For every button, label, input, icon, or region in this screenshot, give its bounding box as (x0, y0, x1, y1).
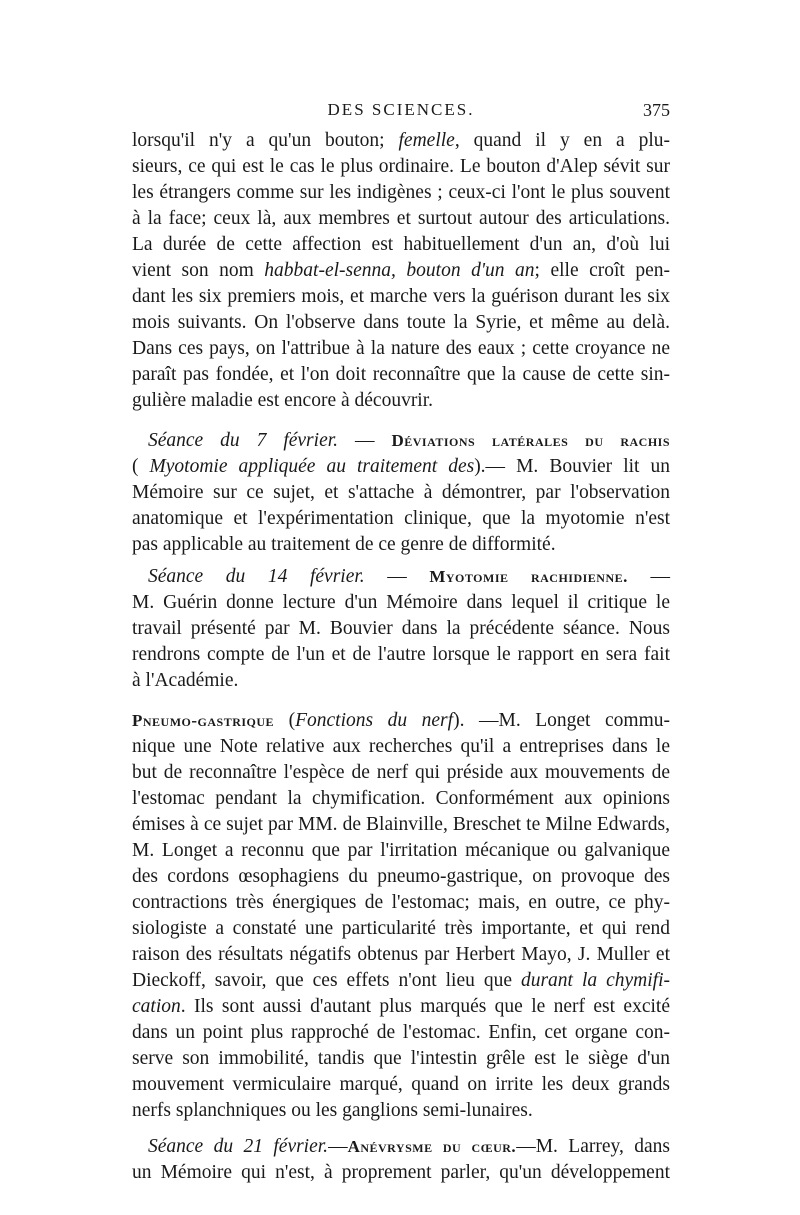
text-line: un Mémoire qui n'est, à proprement parler, qu'un développement (132, 1162, 670, 1183)
text-line: gulière maladie est encore à découvrir. (132, 390, 434, 411)
text-line: dans un point plus rapproché de l'estomac. Enfin, cet organe con- (132, 1022, 670, 1043)
page-number: 375 (643, 100, 670, 120)
text-line: pas applicable au traitement de ce genre de difformité. (132, 534, 556, 555)
paragraph-seance-7-fevrier (132, 428, 670, 558)
text-line: travail présenté par M. Bouvier dans la précédente séance. Nous (132, 618, 670, 639)
text-line: les étrangers comme sur les indigènes ; ceux-ci l'ont le plus souvent (132, 182, 670, 203)
text-line: Séance du 7 février. — Déviations latérales du rachis (148, 430, 670, 451)
text-line: rendrons compte de l'un et de l'autre lorsque le rapport en sera fait (132, 644, 670, 665)
paragraph-seance-14-fevrier (132, 564, 670, 694)
page-header (132, 98, 670, 124)
body-text (132, 128, 670, 1186)
text-line: vient son nom habbat-el-senna, bouton d'un an; elle croît pen- (132, 260, 671, 281)
running-title: DES SCIENCES. (327, 100, 475, 119)
text-line: lorsqu'il n'y a qu'un bouton; femelle, quand il y en a plu- (132, 130, 670, 151)
text-line: l'estomac pendant la chymification. Conformément aux opinions (132, 788, 670, 809)
text-line: sieurs, ce qui est le cas le plus ordinaire. Le bouton d'Alep sévit sur (132, 156, 670, 177)
text-line: M. Longet a reconnu que par l'irritation mécanique ou galvanique (132, 840, 670, 861)
text-line: Séance du 21 février.—Anévrysme du cœur.—M. Larrey, dans (148, 1136, 670, 1157)
text-line: mois suivants. On l'observe dans toute la Syrie, et même au delà. (132, 312, 670, 333)
text-line: à l'Académie. (132, 670, 239, 691)
text-line: anatomique et l'expérimentation clinique, que la myotomie n'est (132, 508, 670, 529)
text-line: Dans ces pays, on l'attribue à la nature des eaux ; cette croyance ne (132, 338, 670, 359)
text-line: mouvement vermiculaire marqué, quand on irrite les deux grands (132, 1074, 670, 1095)
text-line: Mémoire sur ce sujet, et s'attache à démontrer, par l'observation (132, 482, 670, 503)
text-line: Dieckoff, savoir, que ces effets n'ont lieu que durant la chymifi- (132, 970, 670, 991)
text-line: nerfs splanchniques ou les ganglions semi-lunaires. (132, 1100, 533, 1121)
text-line: M. Guérin donne lecture d'un Mémoire dans lequel il critique le (132, 592, 670, 613)
text-line: nique une Note relative aux recherches qu'il a entreprises dans le (132, 736, 670, 757)
paragraph-pneumo-gastrique (132, 708, 670, 1124)
text-line: Pneumo-gastrique (Fonctions du nerf). —M. Longet commu- (132, 710, 670, 731)
text-line: ( Myotomie appliquée au traitement des).— M. Bouvier lit un (132, 456, 670, 477)
paragraph-bouton-alep (132, 128, 670, 414)
text-line: à la face; ceux là, aux membres et surtout autour des articulations. (132, 208, 670, 229)
paragraph-seance-21-fevrier (132, 1134, 670, 1186)
text-line: paraît pas fondée, et l'on doit reconnaître que la cause de cette sin- (132, 364, 670, 385)
text-line: La durée de cette affection est habituellement d'un an, d'où lui (132, 234, 670, 255)
text-line: des cordons œsophagiens du pneumo-gastrique, on provoque des (132, 866, 670, 887)
text-line: dant les six premiers mois, et marche vers la guérison durant les six (132, 286, 670, 307)
text-line: cation. Ils sont aussi d'autant plus marqués que le nerf est excité (132, 996, 670, 1017)
text-line: contractions très énergiques de l'estomac; mais, en outre, ce phy- (132, 892, 670, 913)
text-line: émises à ce sujet par MM. de Blainville, Breschet te Milne Edwards, (132, 814, 670, 835)
text-line: raison des résultats négatifs obtenus par Herbert Mayo, J. Muller et (132, 944, 670, 965)
text-line: Séance du 14 février. — Myotomie rachidienne. — (148, 566, 670, 587)
text-line: but de reconnaître l'espèce de nerf qui préside aux mouvements de (132, 762, 670, 783)
text-line: siologiste a constaté une particularité très importante, et qui rend (132, 918, 670, 939)
text-line: serve son immobilité, tandis que l'intestin grêle est le siège d'un (132, 1048, 670, 1069)
